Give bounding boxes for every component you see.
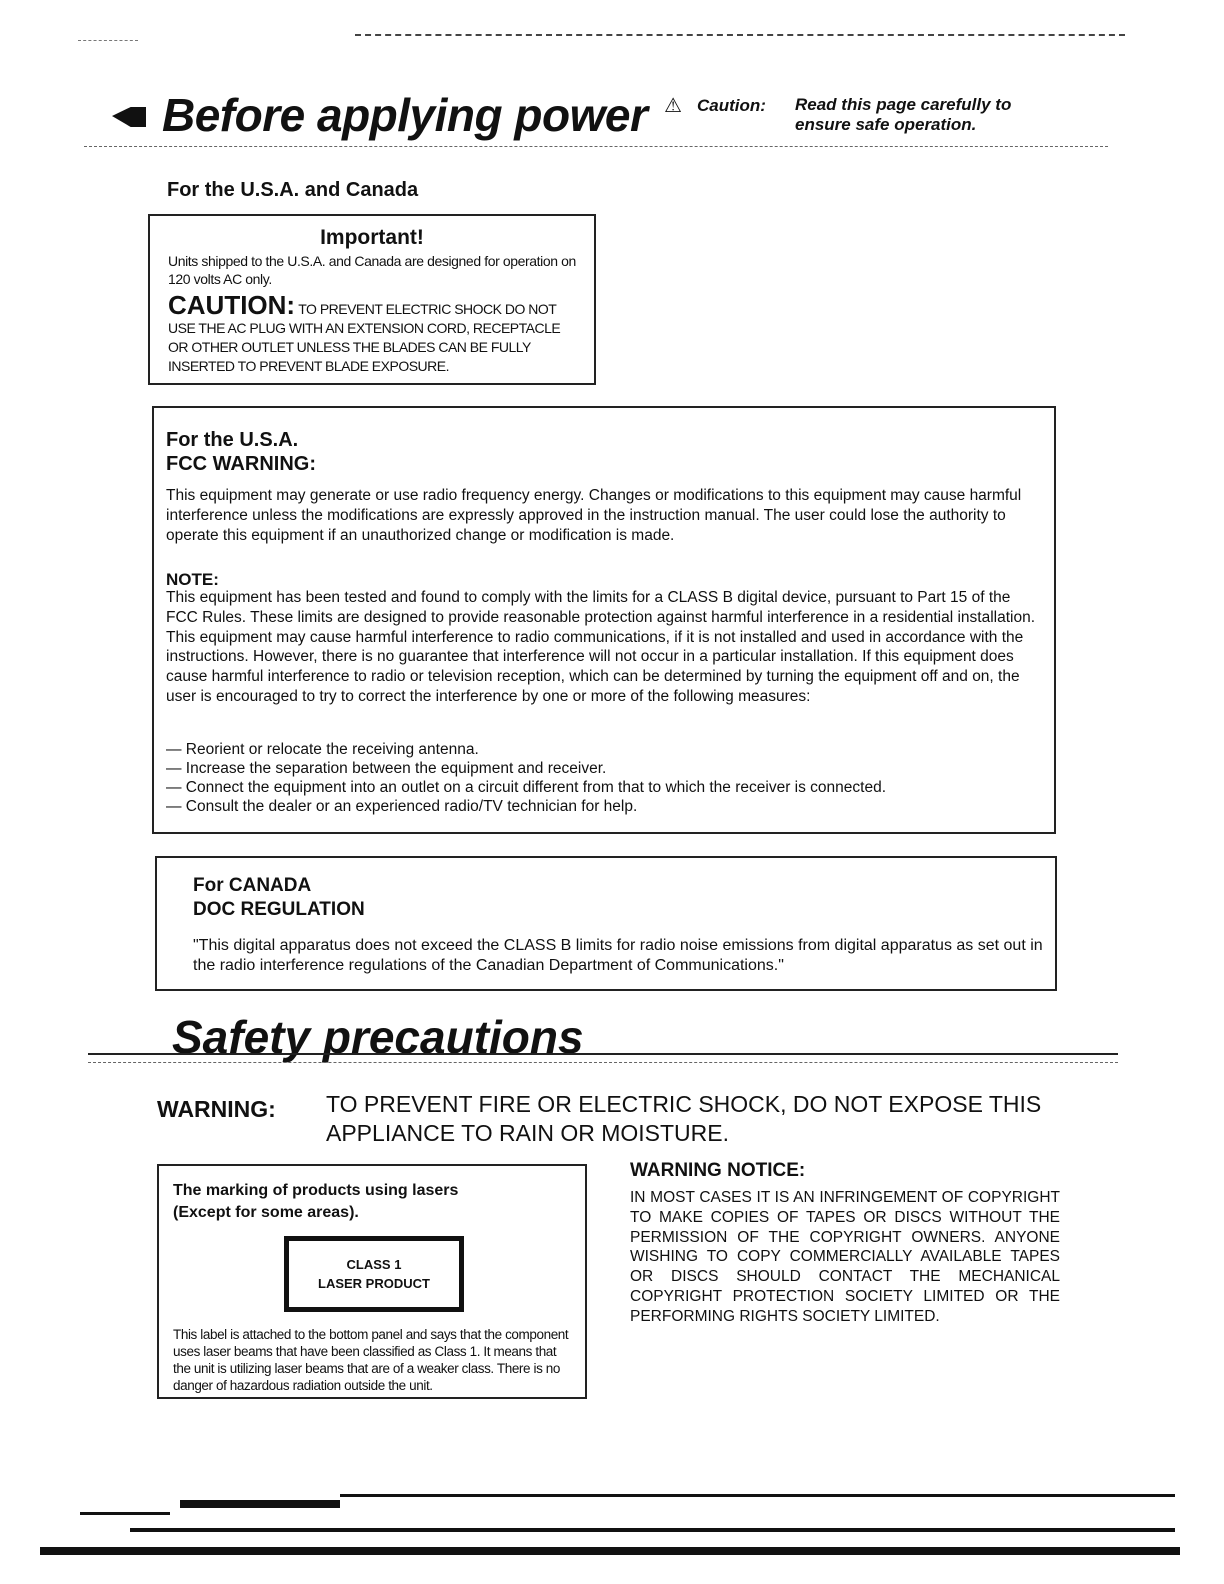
- laser-heading-line2: (Except for some areas).: [173, 1204, 359, 1221]
- bottom-scan-bar: [180, 1500, 340, 1508]
- warning-notice-heading: WARNING NOTICE:: [630, 1160, 806, 1181]
- safety-title-dashed-rule: [88, 1062, 1118, 1063]
- caution-body: TO PREVENT ELECTRIC SHOCK DO NOT USE THE AC PLUG WITH AN EXTENSION CORD, RECEPTACLE OR OTHER OUTLET UNLESS THE BLADES CAN BE FULLY INSERTED TO PREVENT BLADE EXPOSURE.: [168, 301, 561, 374]
- canada-heading-line1: For CANADA: [193, 875, 312, 896]
- fcc-heading: [166, 428, 316, 476]
- fcc-measures-list: [166, 740, 1046, 816]
- section-bullet-icon: [112, 107, 146, 127]
- warning-triangle-icon: ⚠: [664, 95, 682, 117]
- warning-notice-text: IN MOST CASES IT IS AN INFRINGEMENT OF COPYRIGHT TO MAKE COPIES OF TAPES OR DISCS WITHOUT THE PERMISSION OF THE COPYRIGHT OWNERS. ANYONE WISHING TO COPY COMMERCIALLY AVAILABLE TAPES OR DISCS SHOULD CONTACT THE MECHANICAL COPYRIGHT PROTECTION SOCIETY LIMITED OR THE PERFORMING RIGHTS SOCIETY LIMITED.: [630, 1189, 1060, 1325]
- page-title: Before applying power: [162, 89, 648, 141]
- canada-heading: [193, 874, 365, 922]
- caution-label: Caution:: [697, 96, 766, 115]
- important-text: Units shipped to the U.S.A. and Canada are designed for operation on 120 volts AC only.: [168, 253, 576, 287]
- caution-text: Read this page carefully to ensure safe operation.: [795, 95, 1012, 134]
- top-dashed-rule: [355, 34, 1125, 36]
- bottom-scan-bar: [130, 1528, 1175, 1532]
- canada-text: "This digital apparatus does not exceed the CLASS B limits for radio noise emissions from digital apparatus as set out in the radio interference regulations of the Canadian Department of Communications.": [193, 937, 1043, 974]
- usa-canada-heading: For the U.S.A. and Canada: [167, 179, 419, 201]
- canada-box: [155, 856, 1057, 991]
- fcc-note-heading: NOTE:: [166, 570, 219, 589]
- list-item: — Reorient or relocate the receiving antenna.: [166, 741, 479, 758]
- fcc-heading-line2: FCC WARNING:: [166, 453, 316, 475]
- laser-text: This label is attached to the bottom panel and says that the component uses laser beams that have been classified as Class 1. It means that the unit is utilizing laser beams that are of a weaker class. There is no danger of hazardous radiation outside the unit.: [173, 1327, 569, 1393]
- laser-heading-line1: The marking of products using lasers: [173, 1182, 459, 1199]
- warning-text: TO PREVENT FIRE OR ELECTRIC SHOCK, DO NOT EXPOSE THIS APPLIANCE TO RAIN OR MOISTURE.: [326, 1091, 1042, 1146]
- fcc-box: [152, 406, 1056, 834]
- list-item: — Consult the dealer or an experienced radio/TV technician for help.: [166, 798, 638, 815]
- important-box: [148, 214, 596, 385]
- canada-heading-line2: DOC REGULATION: [193, 899, 365, 920]
- list-item: — Increase the separation between the equipment and receiver.: [166, 760, 607, 777]
- important-title: Important!: [320, 226, 424, 249]
- fcc-note-text: This equipment has been tested and found to comply with the limits for a CLASS B digital device, pursuant to Part 15 of the FCC Rules. These limits are designed to provide reasonable protection against harmful interference in a residential installation. This equipment may cause harmful interference to radio communications, if it is not installed and used in accordance with the instructions. However, there is no guarantee that interference will not occur in a particular installation. If this equipment does cause harmful interference to radio or television reception, which can be determined by turning the equipment off and on, the user is encouraged to try to correct the interference by one or more of the following measures:: [166, 589, 1036, 705]
- title-underline: [84, 146, 1108, 147]
- laser-label-line1: CLASS 1: [346, 1257, 402, 1272]
- bottom-scan-bar: [80, 1512, 170, 1515]
- class1-laser-label: [284, 1236, 464, 1312]
- fcc-warning-text: This equipment may generate or use radio frequency energy. Changes or modifications to this equipment may cause harmful interference unless the modifications are expressly approved in the instruction manual. The user could lose the authority to operate this equipment if an unauthorized change or modification is made.: [166, 487, 1022, 544]
- ac-plug-caution: [168, 290, 583, 376]
- fcc-heading-line1: For the U.S.A.: [166, 429, 299, 451]
- warning-label: WARNING:: [157, 1096, 276, 1122]
- safety-title: Safety precautions: [172, 1011, 584, 1063]
- list-item: — Connect the equipment into an outlet on a circuit different from that to which the receiver is connected.: [166, 779, 887, 796]
- laser-box: [157, 1164, 587, 1399]
- safety-title-underline: [88, 1053, 1118, 1055]
- scan-mark: [78, 40, 138, 41]
- bottom-scan-bar: [40, 1547, 1180, 1555]
- caution-word: CAUTION:: [168, 290, 296, 320]
- laser-heading: [173, 1180, 458, 1224]
- laser-label-line2: LASER PRODUCT: [318, 1276, 430, 1291]
- bottom-scan-bar: [340, 1494, 1175, 1497]
